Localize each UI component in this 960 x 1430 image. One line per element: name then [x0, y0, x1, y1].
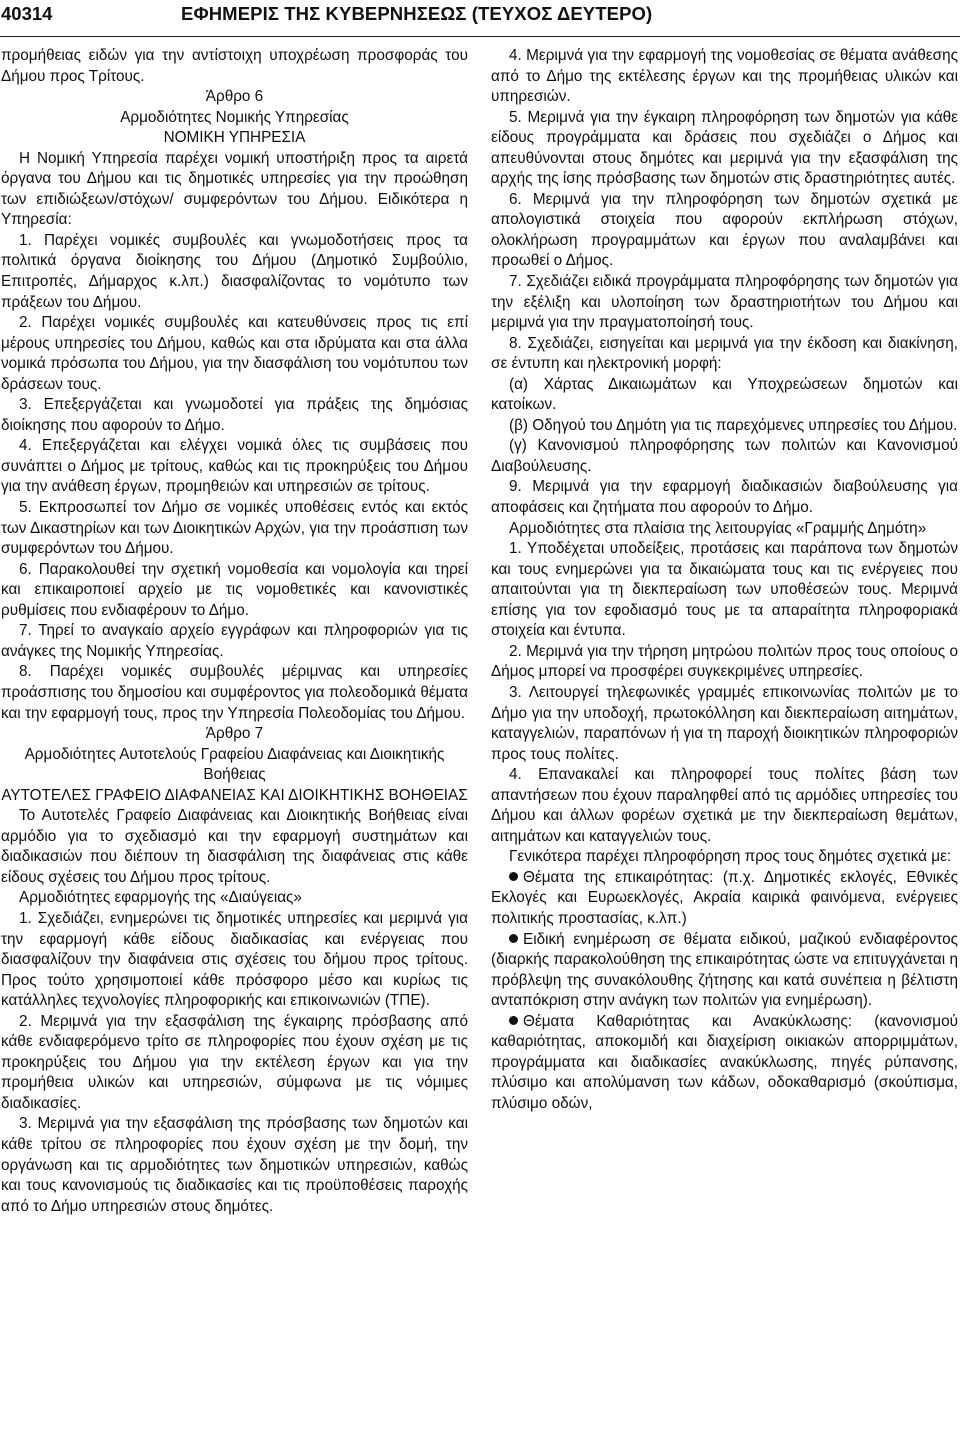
left-column-paragraph — [1, 498, 468, 560]
left-column-paragraph — [1, 46, 468, 87]
paragraph-text: 3. Λειτουργεί τηλεφωνικές γραμμές επικοινωνίας πολιτών με το Δήμο για την υποδοχή, πρωτοκόλληση και διεκπεραίωση αιτημάτων, καταγγελιών, παραπόνων ή για τη παροχή διοικητικών πληροφοριών προς τους πολίτες. — [491, 683, 958, 763]
right-column-paragraph — [491, 765, 958, 847]
paragraph-text: 3. Επεξεργάζεται και γνωμοδοτεί για πράξεις της δημόσιας διοίκησης που αφορούν το Δήμο. — [1, 396, 468, 434]
paragraph-text: 6. Παρακολουθεί την σχετική νομοθεσία και νομολογία και τηρεί και επικαιροποιεί αρχείο με τις νομοθετικές και κανονιστικές ρυθμίσεις που ενδιαφέρουν το Δήμο. — [1, 560, 468, 619]
paragraph-text: προμήθειας ειδών για την αντίστοιχη υποχρέωση προσφοράς του Δήμου προς Τρίτους. — [1, 47, 468, 85]
paragraph-text: Η Νομική Υπηρεσία παρέχει νομική υποστήριξη προς τα αιρετά όργανα του Δήμου και τις δημοτικές υπηρεσίες για την προώθηση των επιδιώξεων/στόχων/ συμφερόντων του Δήμου. Ειδικότερα η Υπηρεσία: — [1, 149, 468, 229]
right-column-paragraph — [491, 539, 958, 642]
paragraph-text: (γ) Κανονισμού πληροφόρησης των πολιτών και Κανονισμού Διαβούλευσης. — [491, 437, 958, 475]
paragraph-text: Άρθρο 7 — [205, 725, 264, 743]
right-column-paragraph — [491, 683, 958, 765]
right-column-paragraph — [491, 847, 958, 868]
paragraph-text: ΝΟΜΙΚΗ ΥΠΗΡΕΣΙΑ — [163, 129, 306, 147]
paragraph-text: 7. Τηρεί το αναγκαίο αρχείο εγγράφων και πληροφοριών για τις ανάγκες της Νομικής Υπηρεσίας. — [1, 622, 468, 660]
paragraph-text: Αρμοδιότητες στα πλαίσια της λειτουργίας «Γραμμής Δημότη» — [509, 519, 927, 537]
left-column-paragraph — [1, 724, 468, 745]
paragraph-text: Αρμοδιότητες Νομικής Υπηρεσίας — [120, 108, 349, 126]
paragraph-text: 4. Επανακαλεί και πληροφορεί τους πολίτες βάση των απαντήσεων που έχουν παραληφθεί από τις αρμόδιες υπηρεσίες του Δήμου και άλλων φορέων σχετικά με την διεκπεραίωση θεμάτων, αιτημάτων και καταγγελιών τους. — [491, 766, 958, 845]
right-column-paragraph — [491, 930, 958, 1012]
paragraph-text: (α) Χάρτας Δικαιωμάτων και Υποχρεώσεων δημοτών και κατοίκων. — [491, 375, 958, 414]
right-column-paragraph — [491, 108, 958, 190]
paragraph-text: 5. Μεριμνά για την έγκαιρη πληροφόρηση των δημοτών για κάθε είδους προγράμματα και δράσεις που σχεδιάζει ο Δήμος και απευθύνονται στους δημότες και μεριμνά για την εξασφάλιση της αρχής της ίσης πρόσβασης των δημοτών στις δραστηριότητες αυτές. — [491, 108, 958, 188]
right-column-paragraph — [491, 1012, 958, 1115]
paragraph-text: Θέματα Καθαριότητας και Ανακύκλωσης: (κανονισμού καθαριότητας, αποκομιδή και διαχείριση οικιακών απορριμμάτων, προγράμματα και διαδικασίες ανακύκλωσης, πηγές ρύπανσης, πλύσιμο και απολύμανση των κάδων, οδοκαθαρισμό (σκούπισμα, πλύσιμο οδών, — [491, 1012, 958, 1112]
bullet-icon — [509, 872, 518, 881]
right-column-paragraph — [491, 272, 958, 334]
left-column — [1, 46, 468, 1217]
paragraph-text: 8. Σχεδιάζει, εισηγείται και μεριμνά για την έκδοση και διακίνηση, σε έντυπη και ηλεκτρονική μορφή: — [491, 334, 958, 373]
right-column-paragraph — [491, 519, 958, 540]
right-column-paragraph — [491, 46, 958, 108]
page-header — [0, 0, 960, 37]
right-column-paragraph — [491, 334, 958, 375]
paragraph-text: 6. Μεριμνά για την πληροφόρηση των δημοτών σχετικά με απολογιστικά στοιχεία που αφορούν εκπλήρωση στόχων, ολοκλήρωση προγραμμάτων και έργων που αναλαμβάνει και προωθεί ο Δήμος. — [491, 190, 958, 270]
paragraph-text: 3. Μεριμνά για την εξασφάλιση της πρόσβασης των δημοτών και κάθε τρίτου σε πληροφορίες που έχουν σχέση με την δομή, την οργάνωση και τις αρμοδιότητες των δημοτικών υπηρεσιών, καθώς και τους κανονισμούς τις διαδικασίες και τις προϋποθέσεις παροχής από το Δήμο υπηρεσιών στους δημότες. — [1, 1115, 468, 1215]
paragraph-text: ΑΥΤΟΤΕΛΕΣ ΓΡΑΦΕΙΟ ΔΙΑΦΑΝΕΙΑΣ ΚΑΙ ΔΙΟΙΚΗΤΙΚΗΣ ΒΟΗΘΕΙΑΣ — [1, 786, 468, 804]
right-column-paragraph — [491, 436, 958, 477]
right-column-paragraph — [491, 190, 958, 272]
paragraph-text: 8. Παρέχει νομικές συμβουλές μέριμνας και υπηρεσίες προάσπισης του δημοσίου και συμφέροντος για πολεοδομικά θέματα και την εφαρμογή τους, προς την Υπηρεσία Πολεοδομίας του Δήμου. — [1, 663, 468, 722]
paragraph-text: 1. Παρέχει νομικές συμβουλές και γνωμοδοτήσεις προς τα πολιτικά όργανα διοίκησης του Δήμου (Δημοτικό Συμβούλιο, Επιτροπές, Δήμαρχος κ.λπ.) διασφαλίζοντας το νομότυπο των πράξεων του Δήμου. — [1, 231, 468, 311]
paragraph-text: 4. Επεξεργάζεται και ελέγχει νομικά όλες τις συμβάσεις που συνάπτει ο Δήμος με τρίτους, καθώς και τις προκηρύξεις του Δήμου για την ανάθεση έργων, προμηθειών και υπηρεσιών σε τρίτους. — [1, 437, 468, 496]
paragraph-text: 2. Μεριμνά για την εξασφάλιση της έγκαιρης πρόσβασης από κάθε ενδιαφερόμενο τρίτο σε πληροφορίες που έχουν σχέση με τις προκηρύξεις του Δήμου για την εκτέλεση έργων και για την προμήθεια υλικών και υπηρεσιών, σύμφωνα με τις νόμιμες διαδικασίες. — [1, 1012, 468, 1112]
paragraph-text: Ειδική ενημέρωση σε θέματα ειδικού, μαζικού ενδιαφέροντος (διαρκής παρακολούθηση της επικαιρότητας ώστε να επιτυγχάνεται η πρόβλεψη της συνακόλουθης ζήτησης και κατά συνέπεια η βέλτιστη ανταπόκριση στην ανάγκη των πολιτών για ενημέρωση). — [491, 930, 958, 1010]
paragraph-text: 1. Σχεδιάζει, ενημερώνει τις δημοτικές υπηρεσίες και μεριμνά για την εφαρμογή κάθε είδους διαδικασίας και ενέργειας που διασφαλίζουν την διαφάνεια στις σχέσεις του δήμου προς τρίτους. Προς τούτο χρησιμοποιεί κάθε πρόσφορο μέσο και κυρίως τις κατάλληλες τεχνολογίες πληροφορικής και επικοινωνιών (ΤΠΕ). — [1, 909, 468, 1010]
left-column-paragraph — [1, 87, 468, 108]
left-column-paragraph — [1, 888, 468, 909]
right-column-paragraph — [491, 642, 958, 683]
paragraph-text: 7. Σχεδιάζει ειδικά προγράμματα πληροφόρησης των δημοτών για την εξέλιξη και υλοποίηση των δραστηριοτήτων του Δήμου και μεριμνά για την πραγματοποίησή τους. — [491, 273, 958, 332]
paragraph-text: 4. Μεριμνά για την εφαρμογή της νομοθεσίας σε θέματα ανάθεσης από το Δήμο της εκτέλεσης έργων και της προμήθειας υλικών και υπηρεσιών. — [491, 47, 958, 106]
paragraph-text: 2. Μεριμνά για την τήρηση μητρώου πολιτών προς τους οποίους ο Δήμος μπορεί να προσφέρει συγκεκριμένες υπηρεσίες. — [491, 642, 958, 681]
page-number: 40314 — [1, 3, 53, 24]
left-column-paragraph — [1, 1012, 468, 1115]
left-column-paragraph — [1, 1114, 468, 1217]
paragraph-text: Θέματα της επικαιρότητας: (π.χ. Δημοτικές εκλογές, Εθνικές Εκλογές και Ευρωεκλογές, Ακραία καιρικά φαινόμενα, ενέργειες πολιτικής προστασίας, κ.λπ.) — [491, 868, 958, 927]
left-column-paragraph — [1, 909, 468, 1012]
left-column-paragraph — [1, 786, 468, 807]
left-column-paragraph — [1, 313, 468, 395]
right-column-paragraph — [491, 868, 958, 930]
left-column-paragraph — [1, 436, 468, 498]
left-column-paragraph — [1, 149, 468, 231]
left-column-paragraph — [1, 108, 468, 129]
right-column-paragraph — [491, 375, 958, 416]
paragraph-text: 1. Υποδέχεται υποδείξεις, προτάσεις και παράπονα των δημοτών και τους ενημερώνει για τα δικαιώματα τους και τις ενέργειες που απαιτούνται για τη διεκπεραίωση των υποθέσεών τους. Μεριμνά επίσης για τον εφοδιασμό τους με τα απαραίτητα πληροφοριακά στοιχεία και έντυπα. — [491, 540, 958, 640]
paragraph-text: Γενικότερα παρέχει πληροφόρηση προς τους δημότες σχετικά με: — [509, 848, 952, 866]
left-column-paragraph — [1, 621, 468, 662]
gazette-title: ΕΦΗΜΕΡΙΣ ΤΗΣ ΚΥΒΕΡΝΗΣΕΩΣ (ΤΕΥΧΟΣ ΔΕΥΤΕΡΟ) — [181, 3, 653, 24]
left-column-paragraph — [1, 560, 468, 622]
paragraph-text: Το Αυτοτελές Γραφείο Διαφάνειας και Διοικητικής Βοήθειας είναι αρμόδιο για το σχεδιασμό και την εφαρμογή συστημάτων και διαδικασιών που διέπουν τη διασφάλιση της διαφάνειας στις κάθε είδους σχέσεις του Δήμου προς τρίτους. — [1, 807, 468, 886]
left-column-paragraph — [1, 662, 468, 724]
left-column-paragraph — [1, 745, 468, 786]
right-column-paragraph — [491, 416, 958, 437]
paragraph-text: Αρμοδιότητες Αυτοτελούς Γραφείου Διαφάνειας και Διοικητικής Βοήθειας — [24, 745, 445, 784]
bullet-icon — [509, 934, 518, 943]
bullet-icon — [509, 1016, 518, 1025]
paragraph-text: (β) Οδηγού του Δημότη για τις παρεχόμενες υπηρεσίες του Δήμου. — [509, 416, 958, 434]
paragraph-text: 5. Εκπροσωπεί τον Δήμο σε νομικές υποθέσεις εντός και εκτός των Δικαστηρίων και των Διοικητικών Αρχών, για την προάσπιση των συμφερόντων του Δήμου. — [1, 499, 468, 558]
paragraph-text: Αρμοδιότητες εφαρμογής της «Διαύγειας» — [19, 889, 302, 907]
paragraph-text: 2. Παρέχει νομικές συμβουλές και κατευθύνσεις προς τις επί μέρους υπηρεσίες του Δήμου, καθώς και στα ιδρύματα και στα άλλα νομικά πρόσωπα του Δήμου, για την διασφάλιση του νομότυπου των δράσεων τους. — [1, 314, 468, 393]
left-column-paragraph — [1, 806, 468, 888]
left-column-paragraph — [1, 128, 468, 149]
right-column — [491, 46, 958, 1114]
left-column-paragraph — [1, 395, 468, 436]
paragraph-text: 9. Μεριμνά για την εφαρμογή διαδικασιών διαβούλευσης για αποφάσεις και ζητήματα που αφορούν το Δήμο. — [491, 478, 958, 517]
paragraph-text: Άρθρο 6 — [205, 88, 264, 106]
left-column-paragraph — [1, 231, 468, 313]
right-column-paragraph — [491, 477, 958, 518]
